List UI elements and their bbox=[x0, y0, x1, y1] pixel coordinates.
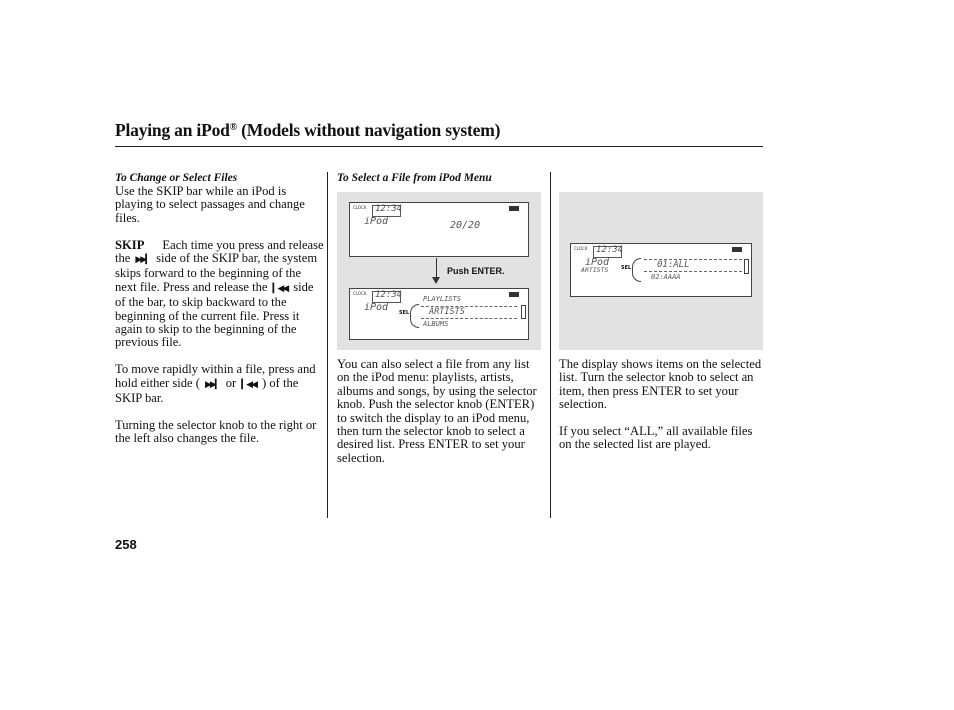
track-counter: 20/20 bbox=[450, 220, 481, 231]
selection-line-bottom bbox=[644, 271, 742, 272]
page-title: Playing an iPod® (Models without navigation system) bbox=[115, 120, 501, 140]
scroll-indicator bbox=[521, 305, 526, 319]
lcd-display-list bbox=[570, 243, 752, 297]
clock-tag: CLOCK bbox=[353, 291, 367, 296]
clock-tag: CLOCK bbox=[353, 205, 367, 210]
header-rule bbox=[115, 146, 763, 147]
select-all-paragraph: If you select “ALL,” all available files on the selected list are played. bbox=[559, 424, 753, 452]
list-item-all-selected: 01:ALL bbox=[657, 260, 690, 270]
arrow-down-line bbox=[436, 258, 437, 278]
lcd-display-menu bbox=[349, 288, 529, 340]
page-number: 258 bbox=[115, 537, 137, 552]
list-instructions-paragraph: The display shows items on the selected list. Turn the selector knob to select an item, then press ENTER to set your selection. bbox=[559, 357, 762, 412]
knob-paragraph: Turning the selector knob to the right or the left also changes the file. bbox=[115, 417, 317, 446]
clock-time: 12:34 bbox=[375, 204, 403, 214]
source-label: iPod bbox=[364, 216, 389, 227]
display-figure-panel-list bbox=[559, 192, 763, 350]
status-icon bbox=[732, 247, 742, 252]
section-heading-ipod-menu: To Select a File from iPod Menu bbox=[337, 172, 492, 184]
lcd-display-playing bbox=[349, 202, 529, 257]
clock-time: 12:34 bbox=[375, 290, 403, 300]
source-label: iPod bbox=[585, 257, 610, 268]
selector-knob-label: SEL bbox=[621, 265, 632, 271]
skip-forward-icon: ▶▶▎ bbox=[135, 255, 151, 266]
skip-forward-icon: ▶▶▎ bbox=[204, 379, 220, 390]
menu-item-playlists: PLAYLISTS bbox=[423, 295, 461, 303]
display-figure-panel bbox=[337, 192, 541, 350]
column-divider-2 bbox=[550, 172, 551, 518]
rapid-paragraph: To move rapidly within a file, press and hold either side ( ▶▶▎ or ▎◀◀ ) of the SKIP bar. bbox=[115, 362, 316, 406]
section-heading-change-files: To Change or Select Files bbox=[115, 172, 238, 184]
status-icon bbox=[509, 292, 519, 297]
selector-knob-icon bbox=[632, 258, 641, 282]
list-category: ARTISTS bbox=[581, 266, 609, 274]
column-1-text bbox=[115, 185, 325, 459]
column-2-text: You can also select a file from any list on the iPod menu: playlists, artists, albums and songs, by using the selector knob. Push the selector knob (ENTER) to switch the display to an iPod menu, then turn the selector knob to select a desired list. Press ENTER to set your selection. bbox=[337, 357, 537, 465]
source-label: iPod bbox=[364, 302, 389, 313]
clock-tag: CLOCK bbox=[574, 246, 588, 251]
column-divider-1 bbox=[327, 172, 328, 518]
push-enter-label: Push ENTER. bbox=[447, 266, 505, 276]
status-icon bbox=[509, 206, 519, 211]
skip-paragraph: SKIP Each time you press and release the ▶▶▎ side of the SKIP bar, the system skips forward to the beginning of the next file. Press and release the ▎◀◀ side of the bar, to skip backward to the beginning of the current file. Press it again to skip to the beginning of the previous file. bbox=[115, 237, 324, 350]
skip-backward-icon: ▎◀◀ bbox=[241, 379, 257, 390]
scroll-indicator bbox=[744, 259, 749, 274]
skip-label: SKIP bbox=[115, 237, 145, 252]
menu-item-albums: ALBUMS bbox=[423, 320, 449, 328]
intro-paragraph: Use the SKIP bar while an iPod is playing to select passages and change files. bbox=[115, 184, 305, 225]
selector-knob-icon bbox=[410, 304, 419, 328]
menu-item-artists-selected: ARTISTS bbox=[429, 307, 465, 317]
list-item-next: 02:AAAA bbox=[651, 273, 681, 281]
arrow-down-icon bbox=[432, 277, 440, 284]
skip-backward-icon: ▎◀◀ bbox=[272, 283, 288, 294]
column-3-text bbox=[559, 358, 764, 465]
selection-line-bottom bbox=[421, 318, 517, 319]
clock-time: 12:34 bbox=[596, 245, 624, 255]
selector-knob-label: SEL bbox=[399, 310, 410, 316]
